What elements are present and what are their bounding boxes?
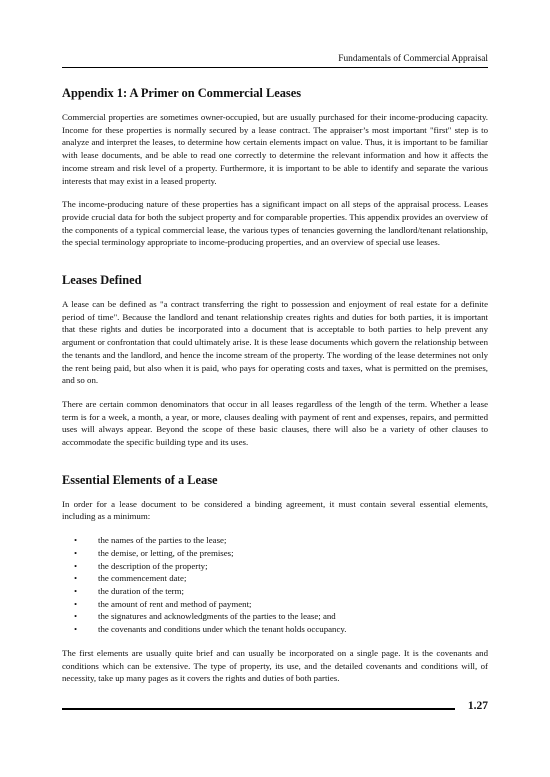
bullet-icon: • — [74, 573, 78, 584]
bullet-icon: • — [74, 611, 78, 622]
appendix-paragraph-2: The income-producing nature of these properties has a significant impact on all steps of the appraisal process. Leases provide crucial data for both the subject property and for comparable properties. This appendix provides an overview of the components of a typical commercial lease, the various types of tenancies governing the landlord/tenant relationship, the special terminology appropriate to income-producing properties, and an overview of special use leases. — [62, 199, 488, 248]
leases-defined-paragraph-2: There are certain common denominators that occur in all leases regardless of the length of the term. Whether a lease term is for a week, a month, a year, or more, clauses dealing with payment of rent and expenses, repairs, and permitted uses will always appear. Beyond the scope of these basic clauses, there will also be a variety of other clauses to accommodate the specific building type and its uses. — [62, 398, 488, 448]
essential-elements-heading: Essential Elements of a Lease — [62, 472, 218, 487]
essential-elements-closing: The first elements are usually quite brief and can usually be incorporated on a single page. It is the covenants and conditions which can be extensive. The type of property, its use, and the detailed covenants and conditions will, of necessity, take up many pages as it covers the rights and duties of both parties. — [62, 647, 488, 684]
bullet-icon: • — [74, 598, 78, 609]
list-item-text: the duration of the term; — [98, 585, 184, 596]
running-header: Fundamentals of Commercial Appraisal — [338, 54, 488, 64]
list-item-text: the description of the property; — [98, 560, 208, 571]
essential-elements-section — [62, 473, 488, 685]
list-item-text: the commencement date; — [98, 573, 187, 584]
bullet-icon: • — [74, 560, 78, 571]
list-item — [62, 598, 488, 611]
leases-defined-section — [62, 273, 488, 449]
page-content — [62, 86, 488, 696]
bullet-icon: • — [74, 535, 78, 546]
list-item — [62, 623, 488, 636]
bullet-icon: • — [74, 624, 78, 635]
list-item — [62, 572, 488, 585]
bullet-icon: • — [74, 585, 78, 596]
list-item-text: the signatures and acknowledgments of the parties to the lease; and — [98, 611, 336, 622]
list-item-text: the covenants and conditions under which the tenant holds occupancy. — [98, 624, 347, 635]
footer-rule — [62, 708, 455, 710]
leases-defined-paragraph-1: A lease can be defined as "a contract transferring the right to possession and enjoyment of real estate for a definite period of time". Because the landlord and tenant relationship creates rights and duties for both parties, it is important that these rights and duties be incorporated into a document that is acceptable to both parties to help prevent any argument or confrontation that could ultimately arise. It is these lease documents which govern the relationship between the tenants and the landlord, and hence the income stream of the property. The wording of the lease determines not only the rent being paid, but also when it is paid, who pays for operating costs and taxes, what is permitted on the premises, and so on. — [62, 299, 488, 386]
appendix-section — [62, 86, 488, 249]
essential-elements-list — [62, 534, 488, 636]
leases-defined-heading: Leases Defined — [62, 273, 142, 288]
list-item — [62, 547, 488, 560]
essential-elements-intro: In order for a lease document to be considered a binding agreement, it must contain several essential elements, including as a minimum: — [62, 498, 488, 522]
appendix-paragraph-1: Commercial properties are sometimes owner-occupied, but are usually purchased for their income-producing capacity. Income for these properties is normally secured by a lease contract. The appraiser’s most important "first" step is to analyze and interpret the leases, to determine how certain elements impact on value. Thus, it is important to be familiar with lease documents, and be able to read one correctly to determine the relevant information and how it affects the income stream and risk level of a property. Furthermore, it is important to be able to identify and separate the various interests that may exist in a leased property. — [62, 112, 488, 186]
list-item-text: the amount of rent and method of payment; — [98, 598, 252, 609]
page-number: 1.27 — [467, 700, 488, 712]
list-item-text: the names of the parties to the lease; — [98, 535, 227, 546]
list-item — [62, 610, 488, 623]
bullet-icon: • — [74, 547, 78, 558]
list-item — [62, 560, 488, 573]
list-item — [62, 585, 488, 598]
list-item — [62, 534, 488, 547]
list-item-text: the demise, or letting, of the premises; — [98, 547, 234, 558]
appendix-title: Appendix 1: A Primer on Commercial Leases — [62, 86, 302, 100]
header-rule — [62, 67, 488, 68]
